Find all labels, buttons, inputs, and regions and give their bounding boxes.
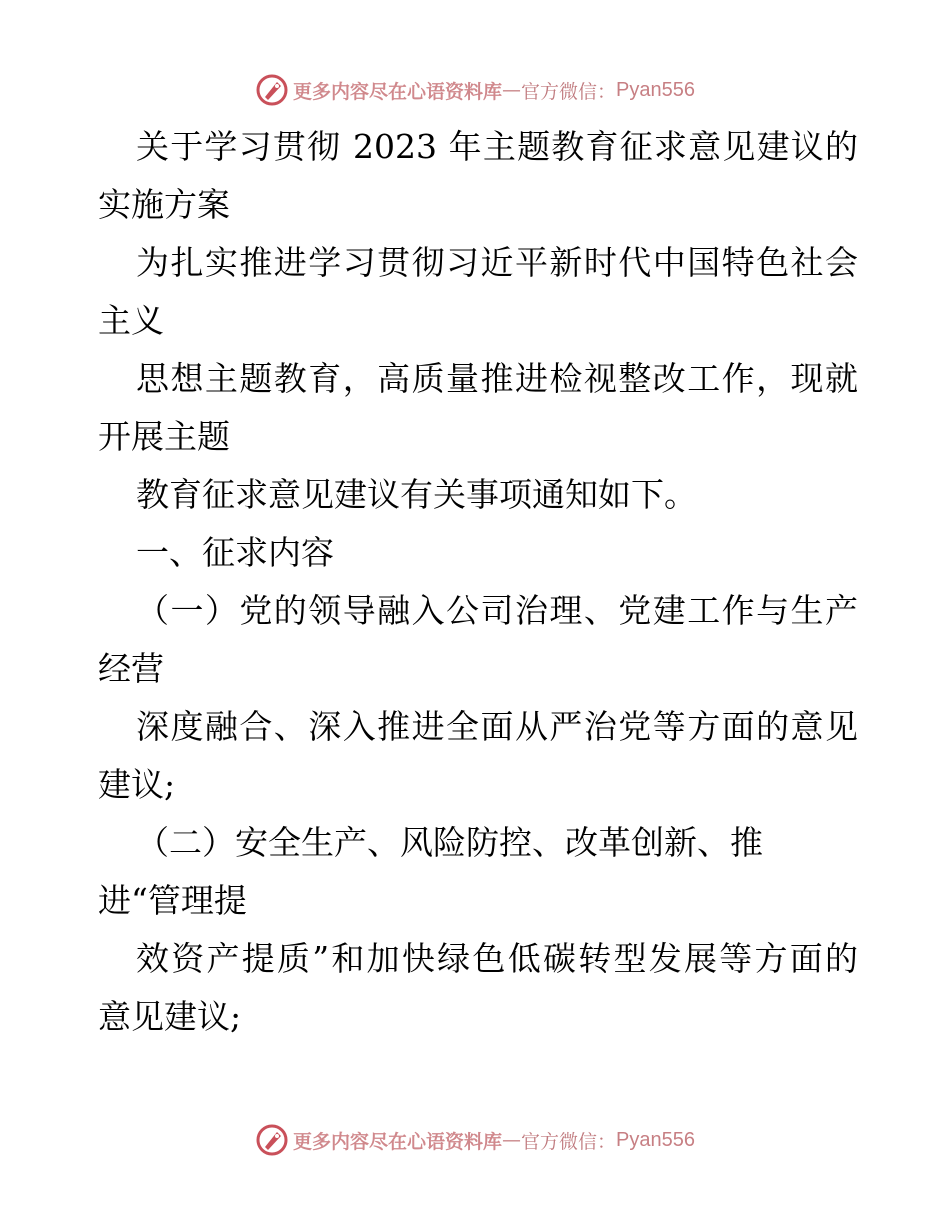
paragraph-line: 开展主题 bbox=[98, 417, 230, 456]
banner-title: 更多内容尽在心语资料库 bbox=[293, 1130, 503, 1153]
banner-dash: — bbox=[502, 1129, 522, 1151]
banner-wechat-account: Pyan556 bbox=[616, 1128, 695, 1151]
list-item-line: 进“管理提 bbox=[98, 881, 247, 920]
list-item-line: 意见建议; bbox=[98, 997, 242, 1036]
banner-wechat-label: 官方微信： bbox=[521, 80, 617, 103]
list-item-line: （二）安全生产、风险防控、改革创新、推 bbox=[136, 823, 763, 862]
banner-wechat-account: Pyan556 bbox=[616, 78, 695, 101]
document-body bbox=[98, 118, 858, 1046]
list-item-line: （一）党的领导融入公司治理、党建工作与生产 bbox=[136, 591, 858, 630]
pen-nib-circle-icon bbox=[255, 73, 289, 107]
list-item-line: 建议; bbox=[98, 765, 176, 804]
banner-title: 更多内容尽在心语资料库 bbox=[293, 80, 503, 103]
footer-banner bbox=[0, 1120, 950, 1160]
list-item-line: 效资产提质”和加快绿色低碳转型发展等方面的 bbox=[136, 939, 858, 978]
list-item-line: 深度融合、深入推进全面从严治党等方面的意见 bbox=[136, 707, 858, 746]
pen-nib-circle-icon bbox=[255, 1123, 289, 1157]
paragraph-line: 主义 bbox=[98, 301, 164, 340]
banner-wechat-label: 官方微信： bbox=[521, 1130, 617, 1153]
header-banner bbox=[0, 70, 950, 110]
paragraph-line: 为扎实推进学习贯彻习近平新时代中国特色社会 bbox=[136, 243, 858, 282]
list-item-line: 经营 bbox=[98, 649, 164, 688]
paragraph-line: 思想主题教育，高质量推进检视整改工作，现就 bbox=[136, 359, 858, 398]
title-line-1: 关于学习贯彻 2023 年主题教育征求意见建议的 bbox=[136, 127, 858, 166]
paragraph-line: 教育征求意见建议有关事项通知如下。 bbox=[136, 475, 697, 514]
title-line-2: 实施方案 bbox=[98, 185, 230, 224]
banner-dash: — bbox=[502, 79, 522, 101]
section-heading: 一、征求内容 bbox=[136, 533, 334, 572]
